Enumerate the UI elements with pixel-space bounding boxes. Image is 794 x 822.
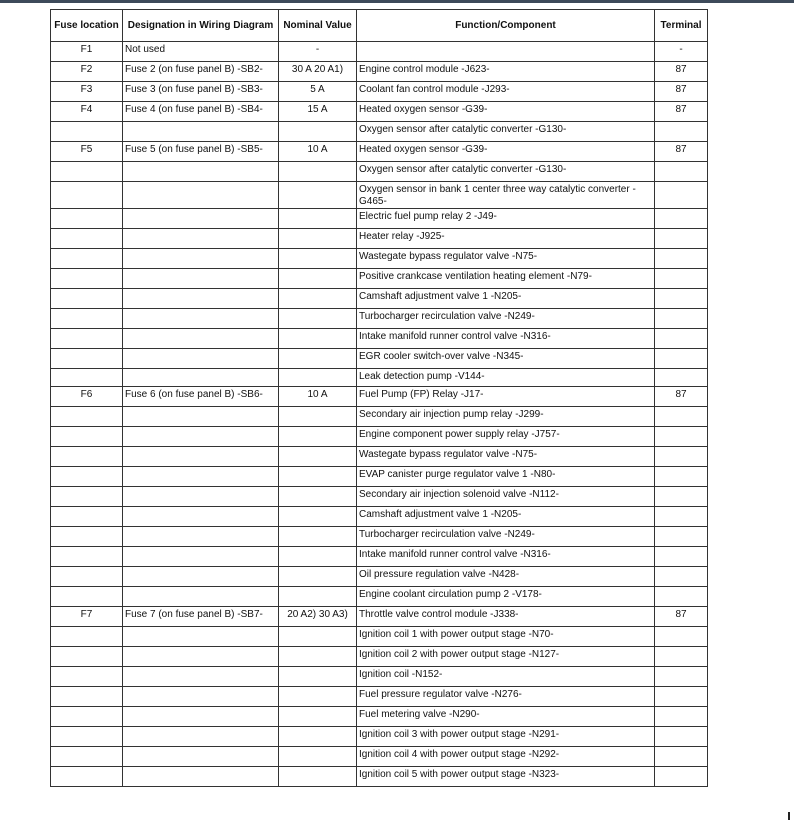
table-row xyxy=(51,249,708,269)
table-row xyxy=(51,547,708,567)
table-row xyxy=(51,707,708,727)
header-terminal: Terminal xyxy=(655,10,708,42)
cell-nominal-value xyxy=(279,249,357,269)
cell-fuse-location xyxy=(51,269,123,289)
cell-function-component: Secondary air injection solenoid valve -N112- xyxy=(357,487,655,507)
cell-fuse-location xyxy=(51,767,123,787)
cell-designation xyxy=(123,467,279,487)
table-row xyxy=(51,369,708,387)
header-fuse-location: Fuse location xyxy=(51,10,123,42)
cell-nominal-value xyxy=(279,707,357,727)
cell-fuse-location xyxy=(51,527,123,547)
table-row xyxy=(51,447,708,467)
cell-function-component: Camshaft adjustment valve 1 -N205- xyxy=(357,289,655,309)
cell-designation xyxy=(123,647,279,667)
cell-function-component xyxy=(357,42,655,62)
table-row xyxy=(51,62,708,82)
cell-designation xyxy=(123,289,279,309)
table-row xyxy=(51,329,708,349)
cell-fuse-location: F5 xyxy=(51,142,123,162)
cell-terminal xyxy=(655,507,708,527)
cell-fuse-location xyxy=(51,182,123,209)
cell-fuse-location xyxy=(51,627,123,647)
cell-designation xyxy=(123,447,279,467)
cell-terminal xyxy=(655,209,708,229)
cell-function-component: Ignition coil 2 with power output stage -N127- xyxy=(357,647,655,667)
cell-terminal xyxy=(655,249,708,269)
cell-function-component: Oxygen sensor after catalytic converter -G130- xyxy=(357,122,655,142)
cell-nominal-value xyxy=(279,329,357,349)
table-row xyxy=(51,767,708,787)
cell-fuse-location xyxy=(51,122,123,142)
cell-nominal-value xyxy=(279,507,357,527)
table-row xyxy=(51,467,708,487)
cell-nominal-value: 5 A xyxy=(279,82,357,102)
cell-nominal-value xyxy=(279,627,357,647)
cell-designation xyxy=(123,527,279,547)
table-row xyxy=(51,567,708,587)
cell-nominal-value: 10 A xyxy=(279,142,357,162)
cell-designation xyxy=(123,487,279,507)
cell-designation xyxy=(123,507,279,527)
cell-terminal xyxy=(655,162,708,182)
cell-fuse-location xyxy=(51,162,123,182)
cell-function-component: Camshaft adjustment valve 1 -N205- xyxy=(357,507,655,527)
cell-nominal-value: 20 A2) 30 A3) xyxy=(279,607,357,627)
header-designation: Designation in Wiring Diagram xyxy=(123,10,279,42)
table-row xyxy=(51,727,708,747)
cell-terminal xyxy=(655,447,708,467)
cell-nominal-value xyxy=(279,309,357,329)
cell-function-component: Oxygen sensor after catalytic converter -G130- xyxy=(357,162,655,182)
cell-designation: Fuse 4 (on fuse panel B) -SB4- xyxy=(123,102,279,122)
cell-terminal: 87 xyxy=(655,387,708,407)
cell-terminal: 87 xyxy=(655,142,708,162)
cell-fuse-location xyxy=(51,309,123,329)
cell-designation xyxy=(123,667,279,687)
cell-designation xyxy=(123,369,279,387)
cell-nominal-value xyxy=(279,407,357,427)
cell-designation xyxy=(123,767,279,787)
table-row xyxy=(51,229,708,249)
cell-terminal xyxy=(655,289,708,309)
cell-function-component: Turbocharger recirculation valve -N249- xyxy=(357,309,655,329)
cell-function-component: Engine component power supply relay -J757- xyxy=(357,427,655,447)
cell-function-component: Fuel Pump (FP) Relay -J17- xyxy=(357,387,655,407)
table-row xyxy=(51,667,708,687)
cell-designation xyxy=(123,269,279,289)
cell-function-component: Heated oxygen sensor -G39- xyxy=(357,102,655,122)
cell-function-component: EVAP canister purge regulator valve 1 -N80- xyxy=(357,467,655,487)
cell-nominal-value xyxy=(279,647,357,667)
cell-designation xyxy=(123,427,279,447)
cell-terminal xyxy=(655,349,708,369)
cell-terminal xyxy=(655,767,708,787)
cell-nominal-value xyxy=(279,587,357,607)
cell-designation: Fuse 6 (on fuse panel B) -SB6- xyxy=(123,387,279,407)
cell-terminal xyxy=(655,667,708,687)
cell-designation xyxy=(123,162,279,182)
table-row xyxy=(51,42,708,62)
table-row xyxy=(51,142,708,162)
cell-nominal-value xyxy=(279,567,357,587)
cell-fuse-location xyxy=(51,369,123,387)
cell-designation xyxy=(123,209,279,229)
cell-nominal-value xyxy=(279,667,357,687)
cell-terminal xyxy=(655,587,708,607)
cell-designation: Not used xyxy=(123,42,279,62)
table-body xyxy=(51,42,708,787)
cell-terminal: - xyxy=(655,42,708,62)
cell-fuse-location: F7 xyxy=(51,607,123,627)
cell-nominal-value: 10 A xyxy=(279,387,357,407)
cell-nominal-value xyxy=(279,349,357,369)
cell-designation xyxy=(123,687,279,707)
top-border-bar xyxy=(0,0,794,3)
table-row xyxy=(51,687,708,707)
cell-fuse-location xyxy=(51,747,123,767)
cell-nominal-value xyxy=(279,747,357,767)
cell-function-component: Secondary air injection pump relay -J299- xyxy=(357,407,655,427)
cell-nominal-value xyxy=(279,487,357,507)
cell-fuse-location: F2 xyxy=(51,62,123,82)
cell-designation: Fuse 5 (on fuse panel B) -SB5- xyxy=(123,142,279,162)
cell-function-component: Leak detection pump -V144- xyxy=(357,369,655,387)
cell-fuse-location xyxy=(51,587,123,607)
cell-designation xyxy=(123,747,279,767)
cell-function-component: Turbocharger recirculation valve -N249- xyxy=(357,527,655,547)
cell-terminal: 87 xyxy=(655,62,708,82)
cell-function-component: Oxygen sensor in bank 1 center three way catalytic converter -G465- xyxy=(357,182,655,209)
cell-designation xyxy=(123,309,279,329)
cell-fuse-location xyxy=(51,647,123,667)
cell-designation: Fuse 3 (on fuse panel B) -SB3- xyxy=(123,82,279,102)
table-row xyxy=(51,427,708,447)
cell-designation xyxy=(123,329,279,349)
cell-nominal-value xyxy=(279,369,357,387)
cell-fuse-location xyxy=(51,467,123,487)
header-function-component: Function/Component xyxy=(357,10,655,42)
cell-designation xyxy=(123,707,279,727)
cell-designation xyxy=(123,567,279,587)
cell-function-component: Wastegate bypass regulator valve -N75- xyxy=(357,447,655,467)
table-row xyxy=(51,747,708,767)
cell-function-component: EGR cooler switch-over valve -N345- xyxy=(357,349,655,369)
table-row xyxy=(51,209,708,229)
cell-designation xyxy=(123,587,279,607)
cell-fuse-location xyxy=(51,707,123,727)
cell-nominal-value: - xyxy=(279,42,357,62)
cell-terminal xyxy=(655,309,708,329)
cell-terminal xyxy=(655,369,708,387)
cell-terminal xyxy=(655,627,708,647)
cell-nominal-value xyxy=(279,467,357,487)
cell-function-component: Positive crankcase ventilation heating element -N79- xyxy=(357,269,655,289)
cell-nominal-value xyxy=(279,229,357,249)
cell-fuse-location xyxy=(51,447,123,467)
cell-terminal: 87 xyxy=(655,607,708,627)
cell-fuse-location: F1 xyxy=(51,42,123,62)
cell-terminal xyxy=(655,547,708,567)
cell-terminal xyxy=(655,427,708,447)
cell-designation xyxy=(123,249,279,269)
cell-function-component: Oil pressure regulation valve -N428- xyxy=(357,567,655,587)
cell-function-component: Engine control module -J623- xyxy=(357,62,655,82)
cell-designation xyxy=(123,122,279,142)
cell-terminal xyxy=(655,527,708,547)
cell-function-component: Wastegate bypass regulator valve -N75- xyxy=(357,249,655,269)
cell-terminal xyxy=(655,467,708,487)
table-row xyxy=(51,587,708,607)
cell-terminal: 87 xyxy=(655,102,708,122)
cell-nominal-value xyxy=(279,687,357,707)
cell-terminal xyxy=(655,567,708,587)
table-row xyxy=(51,407,708,427)
cell-nominal-value xyxy=(279,527,357,547)
table-row xyxy=(51,507,708,527)
cell-terminal xyxy=(655,182,708,209)
table-row xyxy=(51,122,708,142)
cell-nominal-value xyxy=(279,182,357,209)
cell-fuse-location xyxy=(51,229,123,249)
cell-designation xyxy=(123,229,279,249)
cell-fuse-location: F3 xyxy=(51,82,123,102)
cell-designation xyxy=(123,407,279,427)
cell-terminal xyxy=(655,269,708,289)
cell-designation: Fuse 2 (on fuse panel B) -SB2- xyxy=(123,62,279,82)
table-row xyxy=(51,309,708,329)
cell-function-component: Coolant fan control module -J293- xyxy=(357,82,655,102)
table-row xyxy=(51,182,708,209)
cell-fuse-location xyxy=(51,349,123,369)
table-row xyxy=(51,102,708,122)
cell-terminal xyxy=(655,647,708,667)
cell-fuse-location: F6 xyxy=(51,387,123,407)
cell-terminal xyxy=(655,727,708,747)
cell-nominal-value xyxy=(279,162,357,182)
cell-fuse-location xyxy=(51,547,123,567)
cell-terminal xyxy=(655,122,708,142)
cell-designation xyxy=(123,182,279,209)
cell-fuse-location xyxy=(51,507,123,527)
cell-function-component: Ignition coil 3 with power output stage -N291- xyxy=(357,727,655,747)
cell-function-component: Ignition coil 5 with power output stage -N323- xyxy=(357,767,655,787)
cell-terminal xyxy=(655,707,708,727)
cell-function-component: Ignition coil -N152- xyxy=(357,667,655,687)
cell-terminal xyxy=(655,229,708,249)
cell-function-component: Throttle valve control module -J338- xyxy=(357,607,655,627)
header-nominal-value: Nominal Value xyxy=(279,10,357,42)
page-edge-mark xyxy=(788,812,790,820)
cell-fuse-location xyxy=(51,209,123,229)
table-row xyxy=(51,387,708,407)
table-row xyxy=(51,527,708,547)
cell-fuse-location xyxy=(51,567,123,587)
cell-fuse-location: F4 xyxy=(51,102,123,122)
cell-designation: Fuse 7 (on fuse panel B) -SB7- xyxy=(123,607,279,627)
cell-nominal-value: 15 A xyxy=(279,102,357,122)
cell-designation xyxy=(123,349,279,369)
cell-terminal xyxy=(655,407,708,427)
table-row xyxy=(51,647,708,667)
cell-terminal: 87 xyxy=(655,82,708,102)
table-row xyxy=(51,607,708,627)
cell-designation xyxy=(123,727,279,747)
cell-fuse-location xyxy=(51,687,123,707)
cell-nominal-value xyxy=(279,727,357,747)
cell-function-component: Heated oxygen sensor -G39- xyxy=(357,142,655,162)
cell-fuse-location xyxy=(51,329,123,349)
cell-designation xyxy=(123,547,279,567)
cell-function-component: Ignition coil 1 with power output stage -N70- xyxy=(357,627,655,647)
cell-fuse-location xyxy=(51,487,123,507)
cell-function-component: Heater relay -J925- xyxy=(357,229,655,249)
cell-nominal-value xyxy=(279,447,357,467)
cell-function-component: Intake manifold runner control valve -N316- xyxy=(357,329,655,349)
cell-function-component: Engine coolant circulation pump 2 -V178- xyxy=(357,587,655,607)
cell-function-component: Electric fuel pump relay 2 -J49- xyxy=(357,209,655,229)
fuse-table xyxy=(50,9,708,787)
cell-nominal-value xyxy=(279,289,357,309)
cell-terminal xyxy=(655,687,708,707)
cell-terminal xyxy=(655,329,708,349)
cell-fuse-location xyxy=(51,727,123,747)
cell-fuse-location xyxy=(51,427,123,447)
table-row xyxy=(51,349,708,369)
cell-function-component: Fuel metering valve -N290- xyxy=(357,707,655,727)
cell-function-component: Ignition coil 4 with power output stage -N292- xyxy=(357,747,655,767)
cell-nominal-value xyxy=(279,209,357,229)
table-row xyxy=(51,289,708,309)
cell-fuse-location xyxy=(51,667,123,687)
cell-function-component: Fuel pressure regulator valve -N276- xyxy=(357,687,655,707)
cell-designation xyxy=(123,627,279,647)
table-row xyxy=(51,269,708,289)
cell-nominal-value xyxy=(279,269,357,289)
cell-nominal-value: 30 A 20 A1) xyxy=(279,62,357,82)
cell-fuse-location xyxy=(51,289,123,309)
cell-nominal-value xyxy=(279,767,357,787)
cell-terminal xyxy=(655,487,708,507)
cell-function-component: Intake manifold runner control valve -N316- xyxy=(357,547,655,567)
table-header-row xyxy=(51,10,708,42)
cell-nominal-value xyxy=(279,547,357,567)
cell-terminal xyxy=(655,747,708,767)
table-row xyxy=(51,627,708,647)
cell-nominal-value xyxy=(279,427,357,447)
cell-fuse-location xyxy=(51,407,123,427)
cell-nominal-value xyxy=(279,122,357,142)
cell-fuse-location xyxy=(51,249,123,269)
table-row xyxy=(51,487,708,507)
table-row xyxy=(51,82,708,102)
table-row xyxy=(51,162,708,182)
